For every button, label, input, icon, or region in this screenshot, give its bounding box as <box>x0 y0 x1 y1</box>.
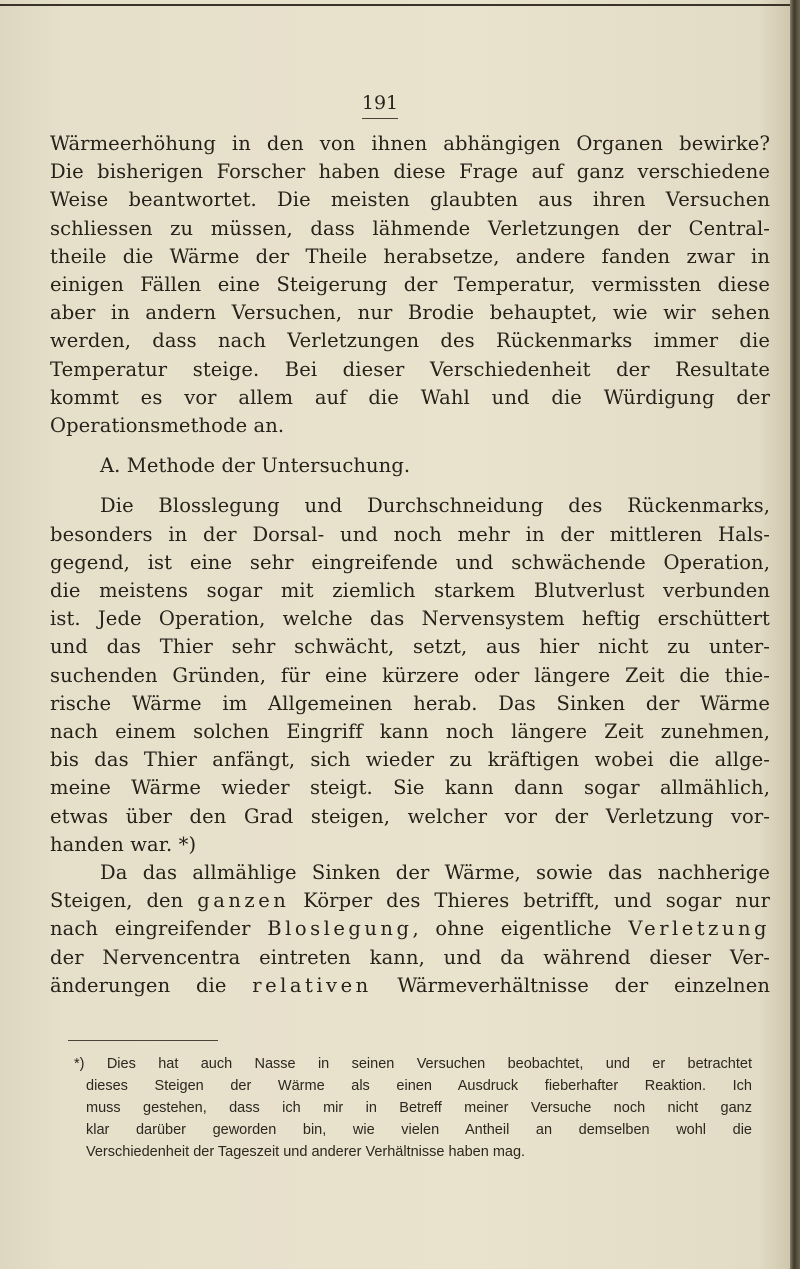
emphasized-word: relativen <box>252 973 372 997</box>
text-line: änderungen die relativen Wärmeverhältnisse der einzelnen <box>50 973 770 997</box>
footnote-line: muss gestehen, dass ich mir in Betreff meiner Versuche noch nicht ganz <box>86 1100 752 1116</box>
text-line: Die Blosslegung und Durchschneidung des Rückenmarks, <box>100 494 770 518</box>
text-line: suchenden Gründen, für eine kürzere oder längere Zeit die thie- <box>50 663 770 687</box>
text-line: gegend, ist eine sehr eingreifende und schwächende Operation, <box>50 550 770 574</box>
text-line: Weise beantwortet. Die meisten glaubten aus ihren Versuchen <box>50 188 770 212</box>
text-line: etwas über den Grad steigen, welcher vor der Verletzung vor- <box>50 804 770 828</box>
section-heading: A. Methode der Untersuchung. <box>100 454 411 478</box>
main-text <box>50 130 770 1000</box>
footnote-line: *) Dies hat auch Nasse in seinen Versuchen beobachtet, und er betrachtet <box>74 1056 752 1072</box>
text-line: rische Wärme im Allgemeinen herab. Das Sinken der Wärme <box>50 691 770 715</box>
emphasized-word: Verletzung <box>628 917 770 941</box>
paragraph-1 <box>50 130 770 440</box>
text-line: besonders in der Dorsal- und noch mehr in der mittleren Hals- <box>50 522 770 546</box>
emphasized-word: Bloslegung <box>267 917 413 941</box>
page-top-rule <box>0 4 790 6</box>
text-line: werden, dass nach Verletzungen des Rückenmarks immer die <box>50 329 770 353</box>
footnote-line: Verschiedenheit der Tageszeit und anderer Verhältnisse haben mag. <box>86 1144 526 1160</box>
text-line: Die bisherigen Forscher haben diese Frage auf ganz verschiedene <box>50 160 770 184</box>
text-line: einigen Fällen eine Steigerung der Temperatur, vermissten diese <box>50 273 770 297</box>
text-line: Operationsmethode an. <box>50 414 285 438</box>
text-line: Wärmeerhöhung in den von ihnen abhängigen Organen bewirke? <box>50 132 770 155</box>
text-line: schliessen zu müssen, dass lähmende Verletzungen der Central- <box>50 216 770 240</box>
text-line: meine Wärme wieder steigt. Sie kann dann sogar allmählich, <box>50 776 770 800</box>
footnote-line: klar darüber geworden bin, wie vielen Antheil an demselben wohl die <box>86 1122 752 1138</box>
page-number-underline <box>362 118 398 119</box>
text-line: ist. Jede Operation, welche das Nervensystem heftig erschüttert <box>50 607 770 631</box>
text-line: Temperatur steige. Bei dieser Verschiedenheit der Resultate <box>50 357 770 381</box>
page-number: 191 <box>361 92 399 114</box>
text-line: und das Thier sehr schwächt, setzt, aus hier nicht zu unter- <box>50 635 770 659</box>
paragraph-2 <box>50 492 770 859</box>
footnote-rule <box>68 1040 218 1041</box>
footnote-line: dieses Steigen der Wärme als einen Ausdruck fieberhafter Reaktion. Ich <box>86 1078 752 1094</box>
paragraph-3 <box>50 859 770 1000</box>
text-line: nach eingreifender Bloslegung, ohne eigentliche Verletzung <box>50 917 770 941</box>
page-edge <box>790 0 800 1269</box>
text-line: bis das Thier anfängt, sich wieder zu kräftigen wobei die allge- <box>50 748 770 772</box>
text-line: theile die Wärme der Theile herabsetze, andere fanden zwar in <box>50 244 770 268</box>
text-line: kommt es vor allem auf die Wahl und die Würdigung der <box>50 385 770 409</box>
emphasized-word: ganzen <box>197 889 290 913</box>
text-line: aber in andern Versuchen, nur Brodie behauptet, wie wir sehen <box>50 301 770 325</box>
text-line: Da das allmählige Sinken der Wärme, sowie das nachherige <box>100 861 770 885</box>
footnote <box>74 1053 752 1163</box>
text-line: handen war. *) <box>50 832 197 856</box>
text-line: der Nervencentra eintreten kann, und da während dieser Ver- <box>50 945 770 969</box>
text-line: nach einem solchen Eingriff kann noch längere Zeit zunehmen, <box>50 720 770 744</box>
text-line: die meistens sogar mit ziemlich starkem Blutverlust verbunden <box>50 579 770 603</box>
text-line: Steigen, den ganzen Körper des Thieres betrifft, und sogar nur <box>50 889 771 913</box>
